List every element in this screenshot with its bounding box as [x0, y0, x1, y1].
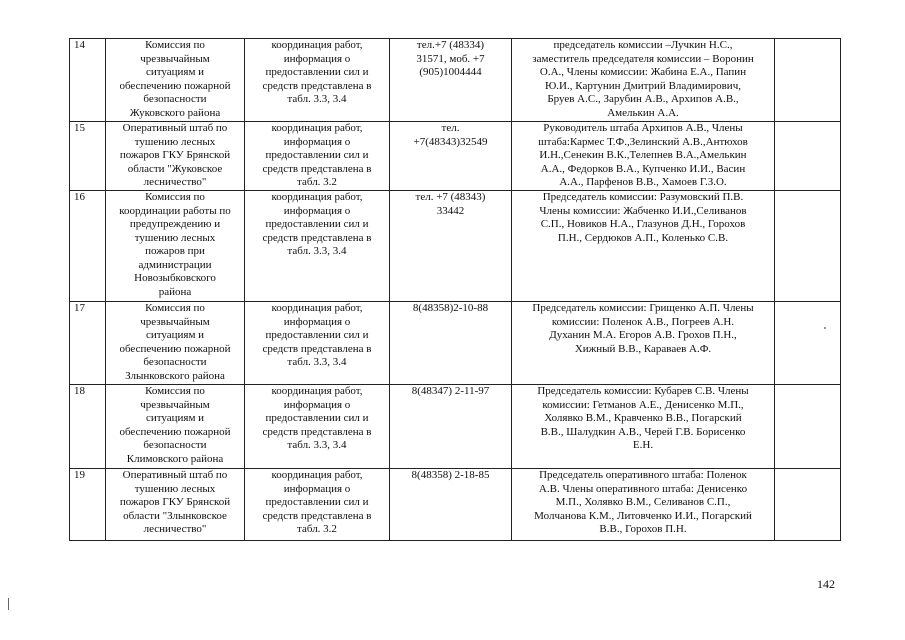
members-list: Председатель комиссии: Разумовский П.В. Члены комиссии: Жабченко И.И.,Селиванов С.П., Новиков Н.А., Глазунов Д.Н., Горохов П.Н., Сердюков А.П., Коленько С.В.: [512, 191, 775, 302]
empty-cell: [775, 39, 841, 122]
table-row: [70, 469, 841, 541]
function-description: координация работ, информация о предоставлении сил и средств представлена в табл. 3.3, 3.4: [245, 39, 390, 122]
commissions-table: [69, 38, 841, 541]
members-list: Председатель комиссии: Грищенко А.П. Члены комиссии: Поленок А.В., Погреев А.Н. Духанин М.А. Егоров А.В. Грохов П.Н., Хижный В.В., Караваев А.Ф.: [512, 302, 775, 385]
table-row: [70, 39, 841, 122]
function-description: координация работ, информация о предоставлении сил и средств представлена в табл. 3.3, 3.4: [245, 302, 390, 385]
organization-name: Оперативный штаб по тушению лесных пожаров ГКУ Брянской области "Злынковское лесничество": [106, 469, 245, 541]
row-number: 19: [70, 469, 106, 541]
scan-speck: [824, 327, 826, 329]
row-number: 17: [70, 302, 106, 385]
organization-name: Комиссия по чрезвычайным ситуациям и обеспечению пожарной безопасности Жуковского района: [106, 39, 245, 122]
page-number: 142: [817, 577, 835, 591]
scan-margin-mark: [8, 598, 9, 610]
phone-contact: 8(48358) 2-18-85: [390, 469, 512, 541]
table-row: [70, 302, 841, 385]
phone-contact: тел. +7 (48343) 33442: [390, 191, 512, 302]
phone-contact: 8(48358)2-10-88: [390, 302, 512, 385]
table-row: [70, 122, 841, 191]
row-number: 14: [70, 39, 106, 122]
members-list: Руководитель штаба Архипов А.В., Члены штаба:Кармес Т.Ф.,Зелинский А.В.,Антюхов И.Н.,Сенекин В.К.,Телепнев В.А.,Амелькин А.А., Федорков В.А., Купченко И.И., Васин А.А., Парфенов В.В., Хамоев Г.З.О.: [512, 122, 775, 191]
organization-name: Оперативный штаб по тушению лесных пожаров ГКУ Брянской области "Жуковское лесничество": [106, 122, 245, 191]
phone-contact: тел. +7(48343)32549: [390, 122, 512, 191]
function-description: координация работ, информация о предоставлении сил и средств представлена в табл. 3.2: [245, 122, 390, 191]
members-list: Председатель оперативного штаба: Поленок А.В. Члены оперативного штаба: Денисенко М.П., Холявко В.М., Селиванов С.П., Молчанова К.М., Литовченко И.И., Погарский В.В., Горохов П.Н.: [512, 469, 775, 541]
members-list: председатель комиссии –Лучкин Н.С., заместитель председателя комиссии – Воронин О.А., Члены комиссии: Жабина Е.А., Папин Ю.И., Картунин Дмитрий Владимирович, Бруев А.С., Зарубин А.В., Архипов А.В., Амелькин А.А.: [512, 39, 775, 122]
table-row: [70, 385, 841, 469]
table-row: [70, 191, 841, 302]
function-description: координация работ, информация о предоставлении сил и средств представлена в табл. 3.2: [245, 469, 390, 541]
empty-cell: [775, 385, 841, 469]
row-number: 18: [70, 385, 106, 469]
function-description: координация работ, информация о предоставлении сил и средств представлена в табл. 3.3, 3.4: [245, 191, 390, 302]
row-number: 16: [70, 191, 106, 302]
empty-cell: [775, 302, 841, 385]
empty-cell: [775, 469, 841, 541]
phone-contact: тел.+7 (48334) 31571, моб. +7 (905)1004444: [390, 39, 512, 122]
members-list: Председатель комиссии: Кубарев С.В. Члены комиссии: Гетманов А.Е., Денисенко М.П., Холявко В.М., Кравченко В.В., Погарский В.В., Шалудкин А.В., Черей Г.В. Борисенко Е.Н.: [512, 385, 775, 469]
empty-cell: [775, 122, 841, 191]
organization-name: Комиссия по чрезвычайным ситуациям и обеспечению пожарной безопасности Злынковского района: [106, 302, 245, 385]
organization-name: Комиссия по координации работы по предупреждению и тушению лесных пожаров при администрации Новозыбковского района: [106, 191, 245, 302]
empty-cell: [775, 191, 841, 302]
function-description: координация работ, информация о предоставлении сил и средств представлена в табл. 3.3, 3.4: [245, 385, 390, 469]
row-number: 15: [70, 122, 106, 191]
organization-name: Комиссия по чрезвычайным ситуациям и обеспечению пожарной безопасности Климовского района: [106, 385, 245, 469]
phone-contact: 8(48347) 2-11-97: [390, 385, 512, 469]
